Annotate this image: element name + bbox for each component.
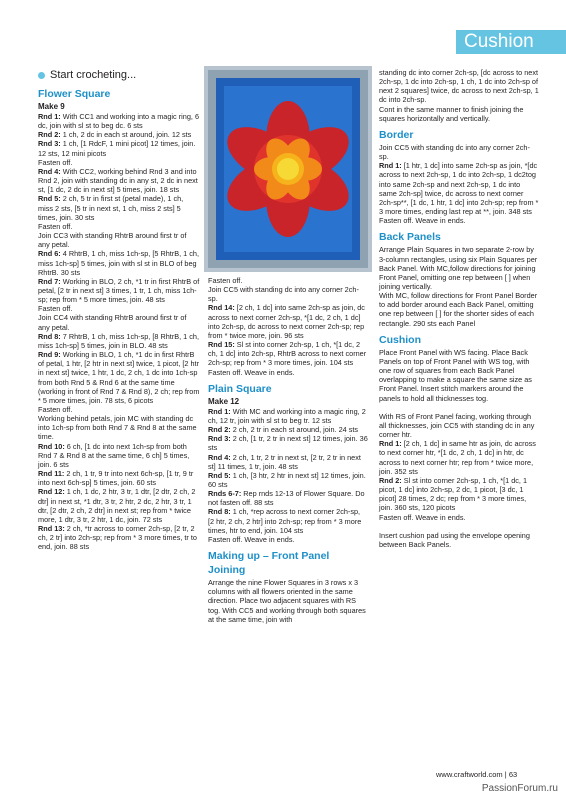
instruction-line: With MC, follow directions for Front Panel Border to add border around each Back Panel, omitting one rep between [ ] for the shorter sides of each rectangle. 290 sts each Panel [379,291,538,328]
flower-square-make: Make 9 [38,102,65,111]
column-2 [208,276,368,624]
start-heading: Start crocheting... [38,68,200,82]
making-up-title: Making up – Front Panel [208,550,330,563]
instruction-line: Rnd 5: 1 ch, [3 htr, 2 htr in next st] 12 times, join. 60 sts [208,470,366,489]
instruction-line: Fasten off. [208,276,243,285]
instruction-line: Rnd 1: With MC and working into a magic ring, 2 ch, 12 tr, join with sl st to beg tr. 12 sts [208,406,366,425]
instruction-line: Fasten off. [38,405,73,414]
instruction-line: Fasten off. Weave in ends. [208,534,295,544]
instruction-line: Rnd 2: 1 ch, 2 dc in each st around, join. 12 sts [38,130,192,140]
plain-square-instructions [208,407,368,544]
page-number: 63 [508,770,518,779]
instruction-line: Rnd 9: Working in BLO, 1 ch, *1 dc in first RhtrB of petal, 1 htr, [2 htr in next st] twice, 1 picot, [2 htr in next st] twice, 1 htr, 1 dc, 2 ch, 1 dc into 1ch-sp from both Rnd 5 & Rnd 6 at the same time (working in front of Rnd 7 & Rnd 8), 2 ch; rep from * 5 more times, join. 78 sts, 6 picots [38,350,200,405]
instruction-line: Rnd 2: Sl st into corner 2ch-sp, 1 ch, *[1 dc, 1 picot, 1 dc] into 2ch-sp, 2 dc, 1 picot, [3 dc, 1 picot] 28 times, 2 dc; rep from * 3 more times, join. 360 sts, 120 picots [379,475,528,513]
instruction-line: Rnd 11: 2 ch, 1 tr, 9 tr into next 6ch-sp, [1 tr, 9 tr into next 6ch-sp] 5 times, join. 60 sts [38,469,194,488]
instruction-line: Rnd 8: 7 RhtrB, 1 ch, miss 1ch-sp, [8 RhtrB, 1 ch, miss 1ch-sp] 5 times, join in BLO. 48 sts [38,331,199,350]
instruction-line: Fasten off. Weave in ends. [379,216,466,226]
instruction-line: Rnd 5: 2 ch, 5 tr in first st (petal made), 1 ch, miss 2 sts, [5 tr in next st, 1 ch, miss 2 sts] 5 times, join. 30 sts [38,194,184,222]
instruction-line: Working behind petals, join MC with standing dc into 1ch-sp from both Rnd 7 & Rnd 8 at the same time. [38,414,197,442]
joining-continued [379,68,539,123]
instruction-line: Rnd 4: 2 ch, 1 tr, 2 tr in next st, [2 tr, 2 tr in next st] 11 times, 1 tr, join. 48 sts [208,452,361,471]
instruction-line: Place Front Panel with WS facing. Place Back Panels on top of Front Panel with WS tog, with one row of squares from each Back Panel overlapping to make a square the same size as Front Panel. Insert stitch markers around the panels to hold all thicknesses tog. [379,347,532,403]
instruction-line: Rnd 2: 2 ch, 2 tr in each st around, join. 24 sts [208,425,359,435]
instruction-line: Rnd 1: [2 ch, 1 dc] in same htr as join, dc across to next corner htr, *[1 dc, 2 ch, 1 dc] in htr, dc across to next corner htr; rep from * twice more, join. 352 sts [379,439,536,476]
flower-square-title: Flower Square [38,88,111,100]
plain-square-title: Plain Square [208,382,272,395]
page-footer: www.craftworld.com | 63 [436,770,518,779]
instruction-line: Rnd 14: [2 ch, 1 dc] into same 2ch-sp as join, dc across to next corner 2ch-sp, *[1 dc, 2 ch, 1 dc] into 2ch-sp, dc across to next corner 2ch-sp; rep from * twice more, join. 96 sts [208,303,365,340]
instruction-line [379,403,539,412]
instruction-line: Rnd 8: 1 ch, *rep across to next corner 2ch-sp, [2 htr, 2 ch, 2 htr] into 2ch-sp; rep from * 3 more times, htr to end, join. 104 sts [208,507,362,535]
joining-instructions [208,578,368,624]
section-tab: Cushion [456,30,566,54]
instruction-line: Join CC5 with standing dc into any corner 2ch-sp. [379,142,530,162]
instruction-line: Insert cushion pad using the envelope opening between Back Panels. [379,530,530,550]
flower-square-instructions [38,112,200,552]
instruction-line: Join CC4 with standing RhtrB around first tr of any petal. [38,313,187,332]
instruction-line: Join CC3 with standing RhtrB around first tr of any petal. [38,231,187,250]
instruction-line: Rnd 3: 2 ch, [1 tr, 2 tr in next st] 12 times, join. 36 sts [208,434,368,453]
instruction-line: Arrange the nine Flower Squares in 3 rows x 3 columns with all flowers oriented in the same direction. Place two adjacent squares with RS tog. With CC5 and working through both squares at the same time, join with [208,578,366,624]
watermark: PassionForum.ru [481,783,558,794]
instruction-line: Rnd 6: 4 RhtrB, 1 ch, miss 1ch-sp, [5 RhtrB, 1 ch, miss 1ch-sp] 5 times, join with sl st in BLO of beg RhtrB. 30 sts [38,249,199,277]
instruction-line: Fasten off. [38,304,73,314]
instruction-line: Join CC5 with standing dc into any corner 2ch-sp. [208,285,359,304]
instruction-line: Fasten off. Weave in ends. [379,512,466,522]
instruction-line: Rnd 4: With CC2, working behind Rnd 3 and into Rnd 2, join with standing dc in any st, 2 dc in next st, [1 dc, 2 dc in next st] 5 times, join. 18 sts [38,166,198,195]
instruction-line: Arrange Plain Squares in two separate 2-row by 3-column rectangles, using six Plain Squares per Back Panel. With MC,follow directions for joining Front Panel, omitting one rep between [ ] when joining vertically. [379,245,538,291]
column-3 [379,68,539,549]
instruction-line: Rnd 1: [1 htr, 1 dc] into same 2ch-sp as join, *[dc across to next 2ch-sp, 1 dc into 2ch-sp, 1 dc2tog into same 2ch-sp and next 2ch-sp, 1 dc into same 2ch-sp] twice, dc across to next corner 2ch-sp**, [1 dc, 1 htr, 1 dc] into 2ch-sp; rep from * 3 more times, ending last rep at **, join. 348 sts [379,161,539,217]
joining-subtitle: Joining [208,564,246,577]
crochet-flower-square-photo [204,66,372,272]
instruction-line: Rnd 7: Working in BLO, 2 ch, *1 tr in first RhtrB of petal, [2 tr in next st] 3 times, 1 tr, 1 ch, miss 1ch-sp; rep from * 5 more times, join. 48 sts [38,276,200,305]
instruction-line: Rnds 6-7: Rep rnds 12-13 of Flower Square. Do not fasten off. 88 sts [208,489,365,508]
back-panels-title: Back Panels [379,231,441,244]
column-1 [38,68,200,552]
instruction-line [379,522,539,531]
instruction-line: Rnd 13: 2 ch, *tr across to corner 2ch-sp, [2 tr, 2 ch, 2 tr] into 2ch-sp; rep from * 3 more times, tr to end, join. 88 sts [38,524,197,552]
instruction-line: Rnd 12: 1 ch, 1 dc, 2 htr, 3 tr, 1 dtr, [2 dtr, 2 ch, 2 dtr] in next st, *1 dtr, 3 tr, 2 htr, 2 dc, 2 htr, 3 tr, 1 dtr, [2 dtr, 2 ch, 2 dtr] in next st; rep from * twice more, 1 dtr, 3 tr, 2 htr, 1 dc, join. 72 sts [38,487,196,524]
cushion-instructions [379,348,539,549]
border-title: Border [379,128,414,141]
instruction-line: Rnd 10: 6 ch, [1 dc into next 1ch-sp from both Rnd 7 & Rnd 8 at the same time, 6 ch] 5 times, join. 6 sts [38,441,190,469]
bullet-dot-icon [38,72,45,79]
instruction-line: With RS of Front Panel facing, working through all thicknesses, join CC5 with standing dc in any corner htr. [379,411,535,440]
flower-square-finish [208,276,368,377]
back-panels-instructions [379,245,539,327]
instruction-line: Cont in the same manner to finish joining the squares horizontally and vertically. [379,104,524,123]
instruction-line: Rnd 3: 1 ch, [1 RdcF, 1 mini picot] 12 times, join. 12 sts, 12 mini picots [38,139,196,158]
plain-square-make: Make 12 [208,396,240,406]
cushion-title: Cushion [379,333,421,346]
border-instructions [379,143,539,225]
instruction-line: Fasten off. [38,221,73,231]
instruction-line: Fasten off. Weave in ends. [208,367,295,377]
instruction-line: Rnd 15: Sl st into corner 2ch-sp, 1 ch, *[1 dc, 2 ch, 1 dc] into 2ch-sp, RhtrB across to next corner 2ch-sp; rep from * 3 more times, join. 104 sts [208,340,367,368]
instruction-line: standing dc into corner 2ch-sp, [dc across to next 2ch-sp, 1 dc into 2ch-sp, 1 ch, 1 dc into 2ch-sp of next 2 squares] twice, dc across to next 2ch-sp, 1 dc into 2ch-sp. [379,68,539,105]
instruction-line: Rnd 1: With CC1 and working into a magic ring, 6 dc, join with sl st to beg dc. 6 sts [38,112,199,131]
instruction-line: Fasten off. [38,157,73,167]
footer-site: www.craftworld.com [436,770,503,779]
